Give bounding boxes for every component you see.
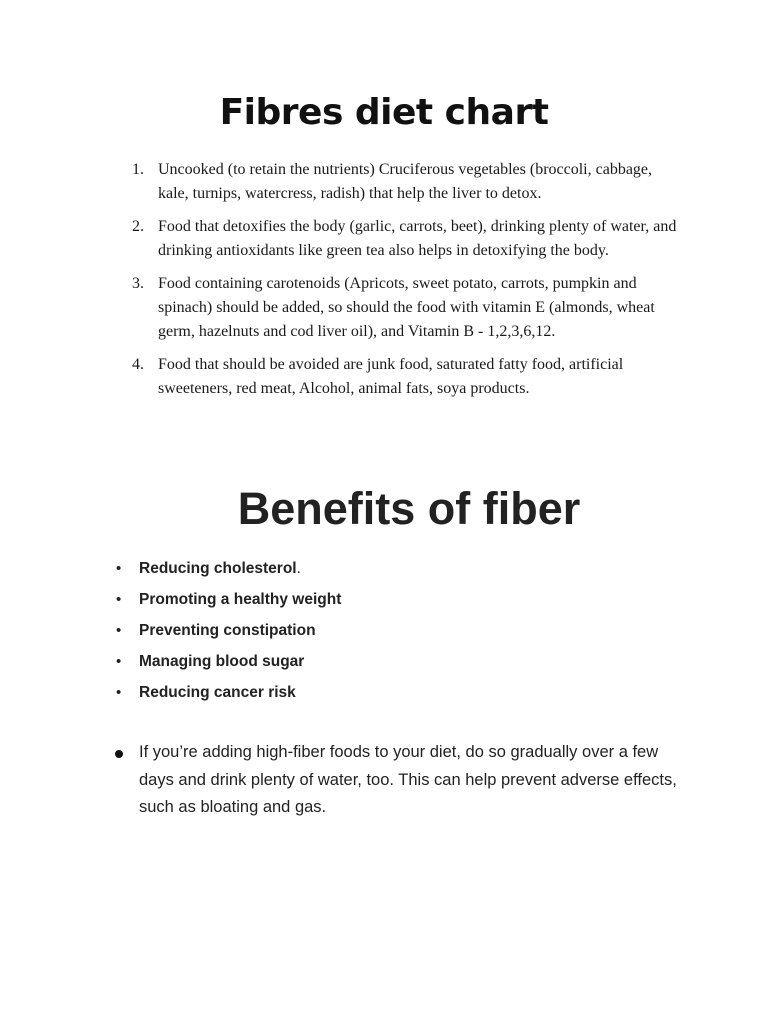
list-item (0, 619, 768, 642)
bullet-icon (115, 750, 123, 758)
benefit-label: Promoting a healthy weight (139, 591, 342, 608)
benefit-suffix: . (296, 560, 301, 577)
list-item (0, 681, 768, 704)
bullet-icon: • (116, 684, 122, 701)
list-item (0, 588, 768, 611)
bullet-icon: • (116, 653, 122, 670)
list-item (0, 158, 768, 206)
list-item (0, 215, 768, 263)
list-item-number: 4. (132, 356, 144, 373)
benefit-label: Managing blood sugar (139, 653, 305, 670)
advice-text: If you’re adding high-fiber foods to your diet, do so gradually over a few days and drink plenty of water, too. This can help prevent adverse effects, such as bloating and gas. (139, 743, 677, 816)
list-item (0, 739, 768, 822)
benefits-title: Benefits of fiber (237, 483, 581, 534)
list-item-number: 2. (132, 218, 144, 235)
list-item-text: Uncooked (to retain the nutrients) Cruciferous vegetables (broccoli, cabbage, kale, turnips, watercress, radish) that help the liver to detox. (158, 161, 653, 202)
advice-list (0, 739, 768, 822)
list-item-number: 1. (132, 161, 144, 178)
diet-chart-list (0, 158, 768, 410)
list-item (0, 650, 768, 673)
benefit-label: Reducing cholesterol (139, 560, 297, 577)
list-item (0, 353, 768, 401)
bullet-icon: • (116, 622, 122, 639)
list-item (0, 272, 768, 344)
list-item-text: Food containing carotenoids (Apricots, sweet potato, carrots, pumpkin and spinach) should be added, so should the food with vitamin E (almonds, wheat germ, hazelnuts and cod liver oil), and Vitamin B - 1,2,3,6,12. (158, 275, 655, 340)
diet-chart-title: Fibres diet chart (219, 92, 549, 133)
bullet-icon: • (116, 591, 122, 608)
list-item-text: Food that should be avoided are junk food, saturated fatty food, artificial sweeteners, red meat, Alcohol, animal fats, soya products. (158, 356, 624, 397)
benefit-label: Preventing constipation (139, 622, 316, 639)
list-item-text: Food that detoxifies the body (garlic, carrots, beet), drinking plenty of water, and drinking antioxidants like green tea also helps in detoxifying the body. (158, 218, 677, 259)
list-item-number: 3. (132, 275, 144, 292)
benefits-list (0, 557, 768, 712)
list-item (0, 557, 768, 580)
bullet-icon: • (116, 560, 122, 577)
benefit-label: Reducing cancer risk (139, 684, 296, 701)
